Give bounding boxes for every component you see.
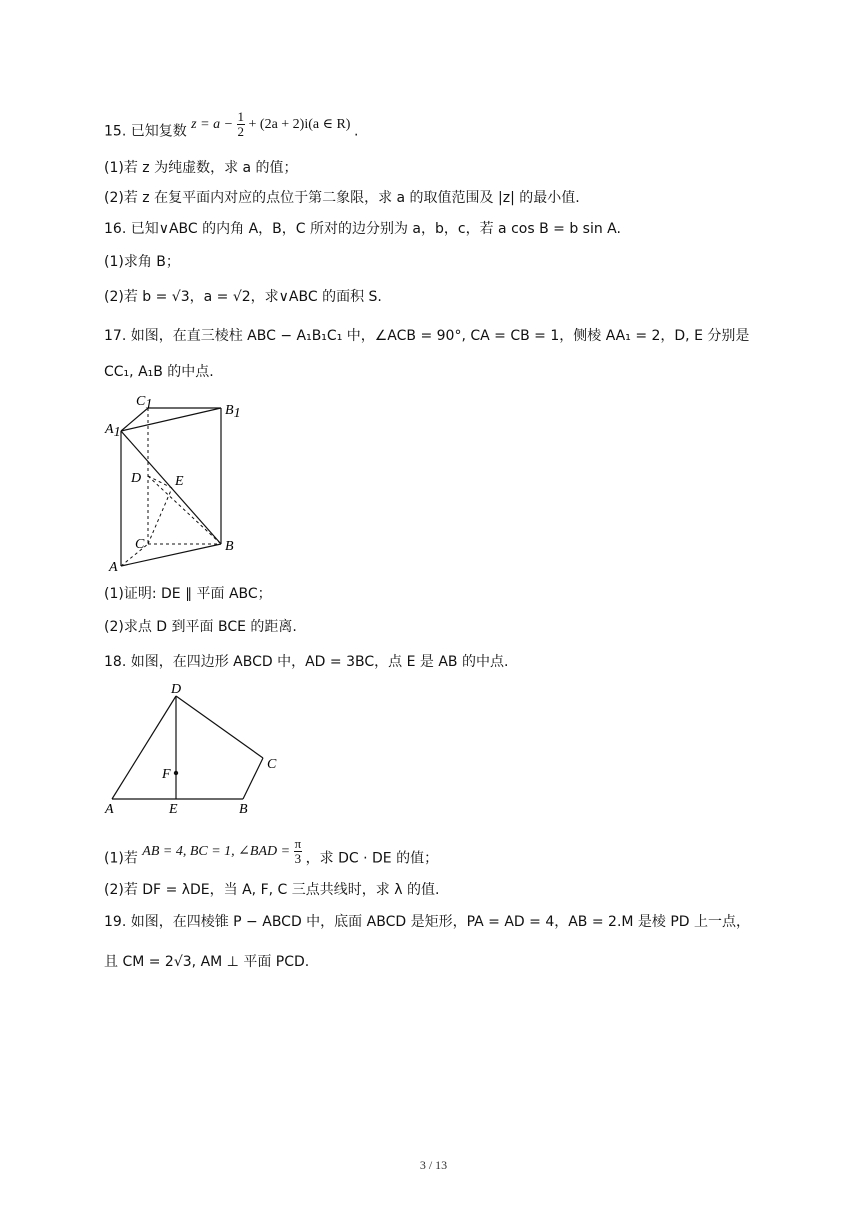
q15-stem: 15. 已知复数 [104, 123, 187, 140]
q15-part1: (1)若 z 为纯虚数，求 a 的值； [104, 160, 298, 176]
label-b: B [225, 539, 234, 554]
label-a: A [105, 802, 114, 817]
q18-part1-pre: (1)若 [104, 850, 138, 867]
label-e: E [169, 802, 178, 817]
q18-part2: (2)若 DF = λDE，当 A, F, C 三点共线时，求 λ 的值. [104, 882, 440, 898]
q17-stem-line2: CC₁, A₁B 的中点. [104, 364, 214, 380]
q16-part1: (1)求角 B； [104, 254, 180, 270]
q15-frac-num: 1 [237, 109, 245, 124]
label-c1: C1 [136, 394, 153, 412]
q17-prism-figure [100, 388, 250, 578]
edge-d-e [148, 476, 172, 488]
page-number: 3 / 13 [419, 1158, 448, 1172]
q16-stem: 16. 已知∨ABC 的内角 A，B，C 所对的边分别为 a，b，c，若 a cos B = b sin A. [104, 221, 621, 237]
q15-formula [191, 109, 354, 139]
label-b1: B1 [225, 403, 241, 421]
q15-frac [237, 110, 246, 139]
side-c-b [243, 758, 263, 799]
q15-part2: (2)若 z 在复平面内对应的点位于第二象限，求 a 的取值范围及 |z| 的最小值. [104, 190, 580, 206]
side-d-c [176, 696, 263, 758]
q19-stem-line2: 且 CM = 2√3, AM ⊥ 平面 PCD. [104, 954, 310, 970]
label-a1: A1 [105, 422, 121, 440]
q18-frac-den: 3 [294, 851, 302, 866]
label-f: F [162, 767, 171, 782]
q15-formula-pre: z = a − [191, 116, 237, 132]
q18-quadrilateral-figure [100, 678, 290, 818]
edge-c-e [148, 488, 172, 544]
q17-part2: (2)求点 D 到平面 BCE 的距离. [104, 619, 297, 635]
label-c: C [135, 537, 145, 552]
label-e: E [175, 474, 184, 489]
q18-frac [294, 837, 303, 866]
q17-part1: (1)证明: DE ∥ 平面 ABC； [104, 586, 272, 602]
q18-part1-cond: AB = 4, BC = 1, ∠BAD = [142, 843, 294, 859]
edge-d-b [148, 476, 221, 544]
q18-stem: 18. 如图，在四边形 ABCD 中，AD = 3BC，点 E 是 AB 的中点. [104, 654, 509, 670]
q15-end: . [353, 123, 359, 140]
q15-frac-den: 2 [237, 124, 245, 139]
q18-part1-post: ，求 DC · DE 的值； [305, 850, 439, 867]
q17-stem-line1: 17. 如图，在直三棱柱 ABC − A₁B₁C₁ 中，∠ACB = 90°, CA = CB = 1，侧棱 AA₁ = 2，D, E 分别是 [104, 328, 750, 344]
label-a: A [109, 560, 118, 575]
label-d: D [131, 471, 142, 486]
side-a-d [112, 696, 176, 799]
q18-part1-formula [142, 836, 305, 866]
point-f [174, 771, 178, 775]
q18-part1 [104, 836, 439, 874]
q19-stem-line1: 19. 如图，在四棱锥 P − ABCD 中，底面 ABCD 是矩形，PA = AD = 4，AB = 2.M 是棱 PD 上一点， [104, 914, 751, 930]
q18-frac-num: π [294, 836, 302, 851]
q16-part2: (2)若 b = √3，a = √2，求∨ABC 的面积 S. [104, 289, 382, 305]
label-d: D [171, 682, 182, 697]
edge-a1-b1 [121, 408, 221, 431]
label-b: B [239, 802, 248, 817]
q15-formula-post: + (2a + 2)i(a ∈ R) [248, 116, 351, 132]
label-c: C [267, 757, 277, 772]
q15-stem-line [104, 109, 359, 147]
